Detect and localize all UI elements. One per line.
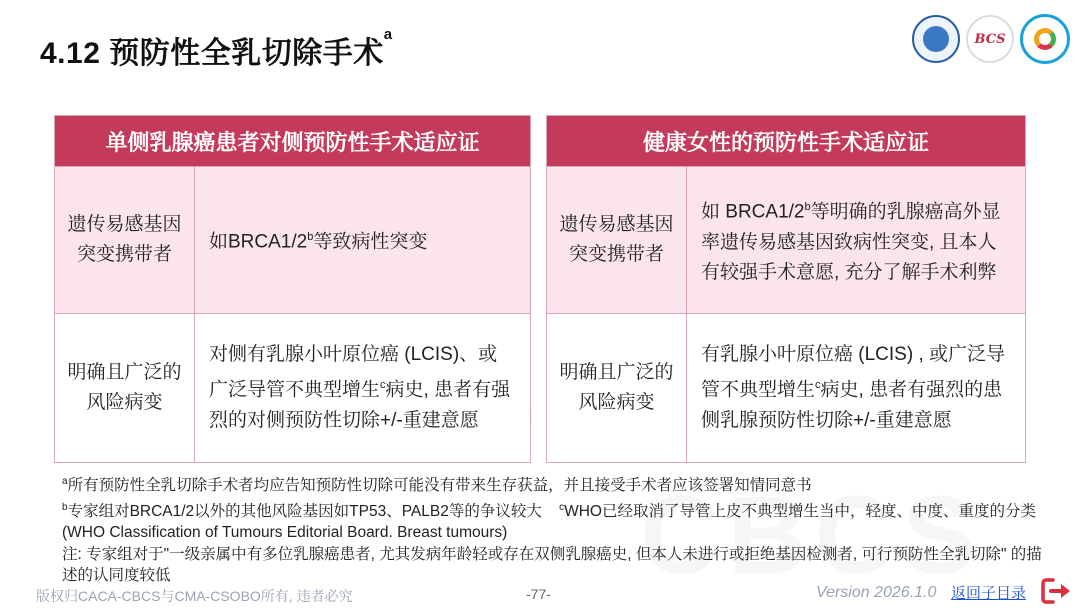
copyright-text: 版权归CACA-CBCS与CMA-CSOBO所有, 违者必究 <box>36 588 353 604</box>
page-number: -77- <box>526 586 551 602</box>
row-label: 明确且广泛的风险病变 <box>547 314 687 462</box>
page-title <box>40 28 393 72</box>
caca-logo-icon <box>912 15 960 63</box>
healthy-women-indications-table <box>546 115 1026 463</box>
row-label: 明确且广泛的风险病变 <box>55 314 195 462</box>
table-header: 健康女性的预防性手术适应证 <box>547 116 1025 166</box>
return-arrow-icon[interactable] <box>1041 576 1073 606</box>
return-to-subdirectory-link[interactable]: 返回子目录 <box>951 585 1027 602</box>
contralateral-indications-table <box>54 115 531 463</box>
footnote-b-c: $^b$专家组对BRCA1/2以外的其他风险基因如TP53、PALB2等的争议较大 $^c$WHO已经取消了导管上皮不典型增生当中，轻度、中度、重度的分类 (WHO Classification of Tumours Editorial Board. Breast tumours) <box>62 501 1036 542</box>
footnote-a: $^a$所有预防性全乳切除手术者均应告知预防性切除可能没有带来生存获益，并且接受手术者应该签署知情同意书 <box>62 476 812 495</box>
table-row <box>55 166 530 313</box>
bcs-logo-icon <box>966 15 1014 63</box>
row-text: 如BRCA1/2$^b$等致病性突变 <box>209 231 428 253</box>
footnote-note: 注: 专家组对于"一级亲属中有多位乳腺癌患者, 尤其发病年龄轻或存在双侧乳腺癌史, 但本人未进行或拒绝基因检测者, 可行预防性全乳切除" 的描述的认同度较低 <box>62 545 1042 585</box>
row-label: 遗传易感基因突变携带者 <box>547 167 687 313</box>
row-text: 有乳腺小叶原位癌 (LCIS) , 或广泛导管不典型增生$^c$病史, 患者有强烈的患侧乳腺预防性切除+/-重建意愿 <box>701 344 1006 431</box>
table-row <box>55 313 530 462</box>
page-title-text: 4.12 预防性全乳切除手术 <box>40 37 384 70</box>
table-row <box>547 313 1025 462</box>
version-label: Version 2026.1.0 <box>816 584 937 601</box>
cma-logo-icon <box>1020 14 1070 64</box>
table-row <box>547 166 1025 313</box>
page-title-footnote-mark: a <box>383 26 393 43</box>
row-text: 如 BRCA1/2$^b$等明确的乳腺癌高外显率遗传易感基因致病性突变, 且本人有较强手术意愿, 充分了解手术利弊 <box>701 201 1001 283</box>
logo-group <box>912 14 1070 64</box>
footnotes <box>62 471 1052 587</box>
bcs-logo-text: BCS <box>974 31 1006 47</box>
table-header: 单侧乳腺癌患者对侧预防性手术适应证 <box>55 116 530 166</box>
row-label: 遗传易感基因突变携带者 <box>55 167 195 313</box>
row-text: 对侧有乳腺小叶原位癌 (LCIS)、或广泛导管不典型增生$^c$病史, 患者有强烈的对侧预防性切除+/-重建意愿 <box>209 344 511 431</box>
